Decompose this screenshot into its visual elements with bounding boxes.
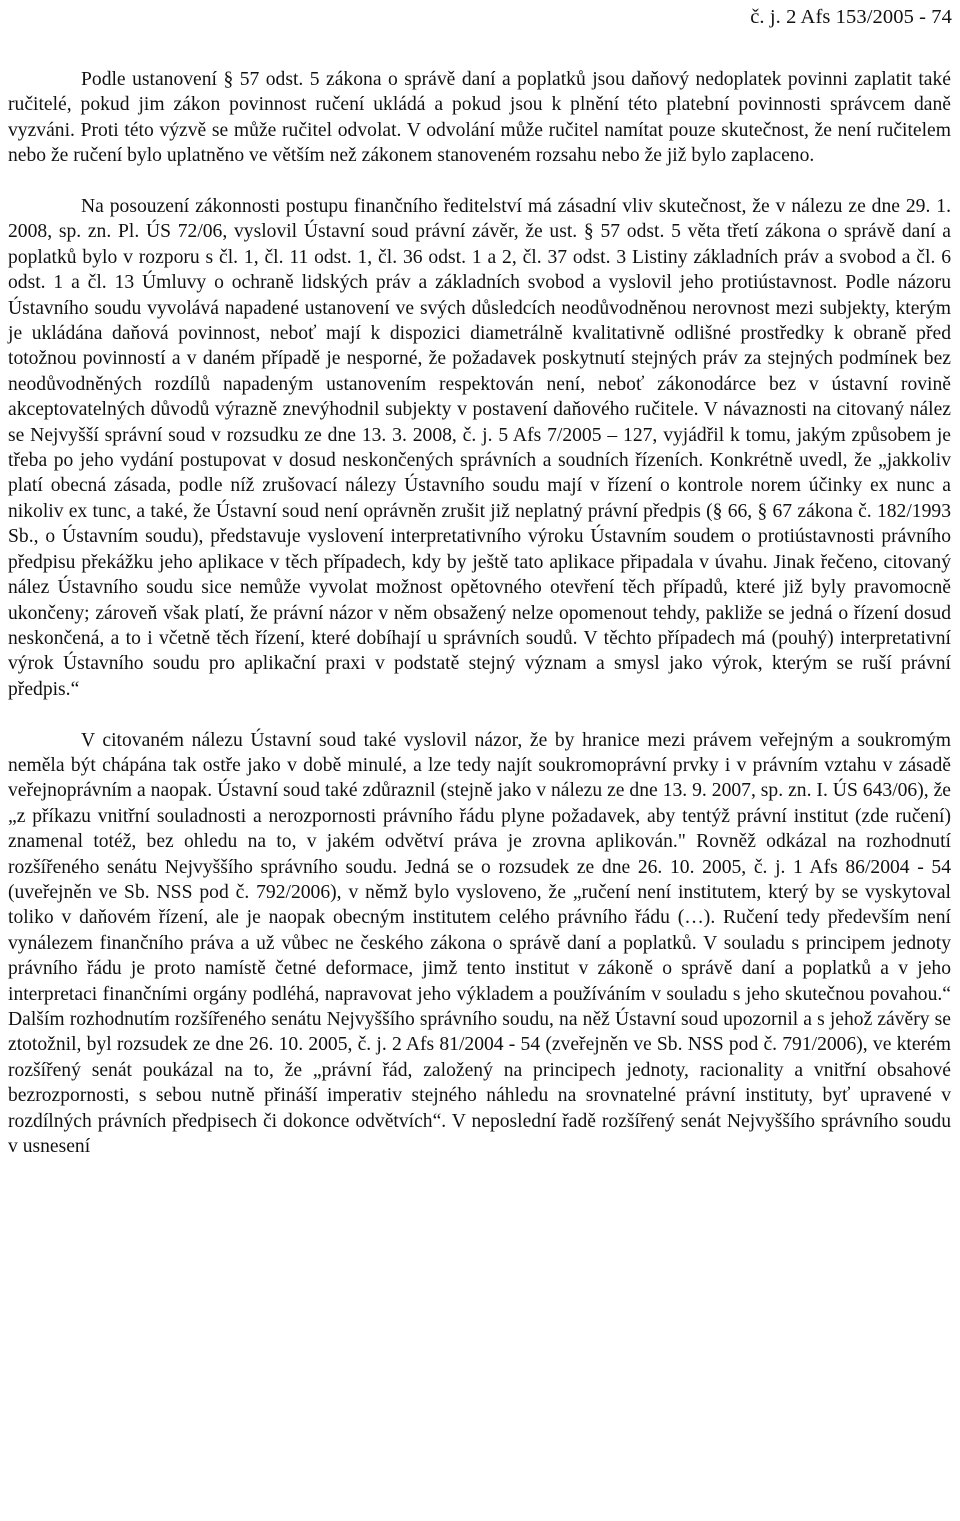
document-body [8,67,951,1159]
paragraph-3: V citovaném nálezu Ústavní soud také vyslovil názor, že by hranice mezi právem veřejným a soukromým neměla být chápána tak ostře jako v době minulé, a lze tedy najít soukromoprávní prvky i v právním vztahu v zásadě veřejnoprávním a naopak. Ústavní soud také zdůraznil (stejně jako v nálezu ze dne 13. 9. 2007, sp. zn. I. ÚS 643/06), že „z příkazu vnitřní souladnosti a nerozpornosti právního řádu plyne požadavek, aby tentýž právní institut (zde ručení) znamenal totéž, bez ohledu na to, v jakém odvětví práva je zrovna aplikován." Rovněž odkázal na rozhodnutí rozšířeného senátu Nejvyššího správního soudu. Jedná se o rozsudek ze dne 26. 10. 2005, č. j. 1 Afs 86/2004 - 54 (uveřejněn ve Sb. NSS pod č. 792/2006), v němž bylo vysloveno, že „ručení není institutem, který by se vyskytoval toliko v daňovém řízení, ale je naopak obecným institutem celého právního řádu (…). Ručení tedy především není vynálezem finančního práva a už vůbec ne českého zákona o správě daní a poplatků. V souladu s principem jednoty právního řádu je proto namístě četné deformace, jimž tento institut v zákoně o správě daní a poplatků a v jeho interpretaci finančními orgány podléhá, napravovat jeho výkladem a používáním v souladu s jeho skutečnou povahou.“ Dalším rozhodnutím rozšířeného senátu Nejvyššího správního soudu, na něž Ústavní soud upozornil a s jehož závěry se ztotožnil, byl rozsudek ze dne 26. 10. 2005, č. j. 2 Afs 81/2004 - 54 (zveřejněn ve Sb. NSS pod č. 791/2006), ve kterém rozšířený senát poukázal na to, že „právní řád, založený na principech jednoty, racionality a vnitřní obsahové bezrozpornosti, s sebou nutně přináší imperativ stejného náhledu na srovnatelné právní instituty, byť upravené v rozdílných právních předpisech či dokonce odvětvích“. V neposlední řadě rozšířený senát Nejvyššího správního soudu v usnesení [8,729,951,1158]
paragraph-2: Na posouzení zákonnosti postupu finančního ředitelství má zásadní vliv skutečnost, že v nálezu ze dne 29. 1. 2008, sp. zn. Pl. ÚS 72/06, vyslovil Ústavní soud právní závěr, že ust. § 57 odst. 5 věta třetí zákona o správě daní a poplatků bylo v rozporu s čl. 1, čl. 11 odst. 1, čl. 36 odst. 1 a 2, čl. 37 odst. 3 Listiny základních práv a svobod a čl. 6 odst. 1 a čl. 13 Úmluvy o ochraně lidských práv a základních svobod a vyslovil jeho protiústavnost. Podle názoru Ústavního soudu vyvolává napadené ustanovení ve svých důsledcích neodůvodněnou nerovnost mezi subjekty, kterým je ukládána daňová povinnost, neboť mají k dispozici diametrálně kvalitativně odlišné prostředky k obraně před totožnou povinností a v daném případě je nesporné, že požadavek poskytnutí stejných práv za stejných podmínek bez neodůvodněných rozdílů napadeným ustanovením respektován není, neboť zákonodárce bez v ústavní rovině akceptovatelných důvodů výrazně znevýhodnil subjekty v postavení daňového ručitele. V návaznosti na citovaný nález se Nejvyšší správní soud v rozsudku ze dne 13. 3. 2008, č. j. 5 Afs 7/2005 – 127, vyjádřil k tomu, jakým způsobem je třeba po jeho vydání postupovat v dosud neskončených správních a soudních řízeních. Konkrétně uvedl, že „jakkoliv platí obecná zásada, podle níž zrušovací nálezy Ústavního soudu mají v řízení o kontrole norem účinky ex nunc a nikoliv ex tunc, a také, že Ústavní soud není oprávněn zrušit již neplatný právní předpis (§ 66, § 67 zákona č. 182/1993 Sb., o Ústavním soudu), představuje vyslovení interpretativního výroku Ústavním soudem o protiústavnosti právního předpisu překážku jeho aplikace v těch případech, kdy by ještě tato aplikace připadala v úvahu. Jinak řečeno, citovaný nález Ústavního soudu sice nemůže vyvolat možnost opětovného otevření těch případů, které již byly pravomocně ukončeny; zároveň však platí, že právní názor v něm obsažený nelze opomenout tehdy, pakliže se jedná o řízení dosud neskončená, a to i včetně těch řízení, které dobíhají u správních soudů. V těchto případech má (pouhý) interpretativní výrok Ústavního soudu pro aplikační praxi v podstatě stejný význam a smysl jako výrok, kterým se ruší právní předpis.“ [8,196,951,700]
case-number-header: č. j. 2 Afs 153/2005 - 74 [750,6,952,28]
paragraph-1: Podle ustanovení § 57 odst. 5 zákona o správě daní a poplatků jsou daňový nedoplatek povinni zaplatit také ručitelé, pokud jim zákon povinnost ručení ukládá a pokud jsou k plnění této platební povinnosti správcem daně vyzváni. Proti této výzvě se může ručitel odvolat. V odvolání může ručitel namítat pouze skutečnost, že není ručitelem nebo že ručení bylo uplatněno ve větším než zákonem stanoveném rozsahu nebo že již bylo zaplaceno. [8,69,951,167]
